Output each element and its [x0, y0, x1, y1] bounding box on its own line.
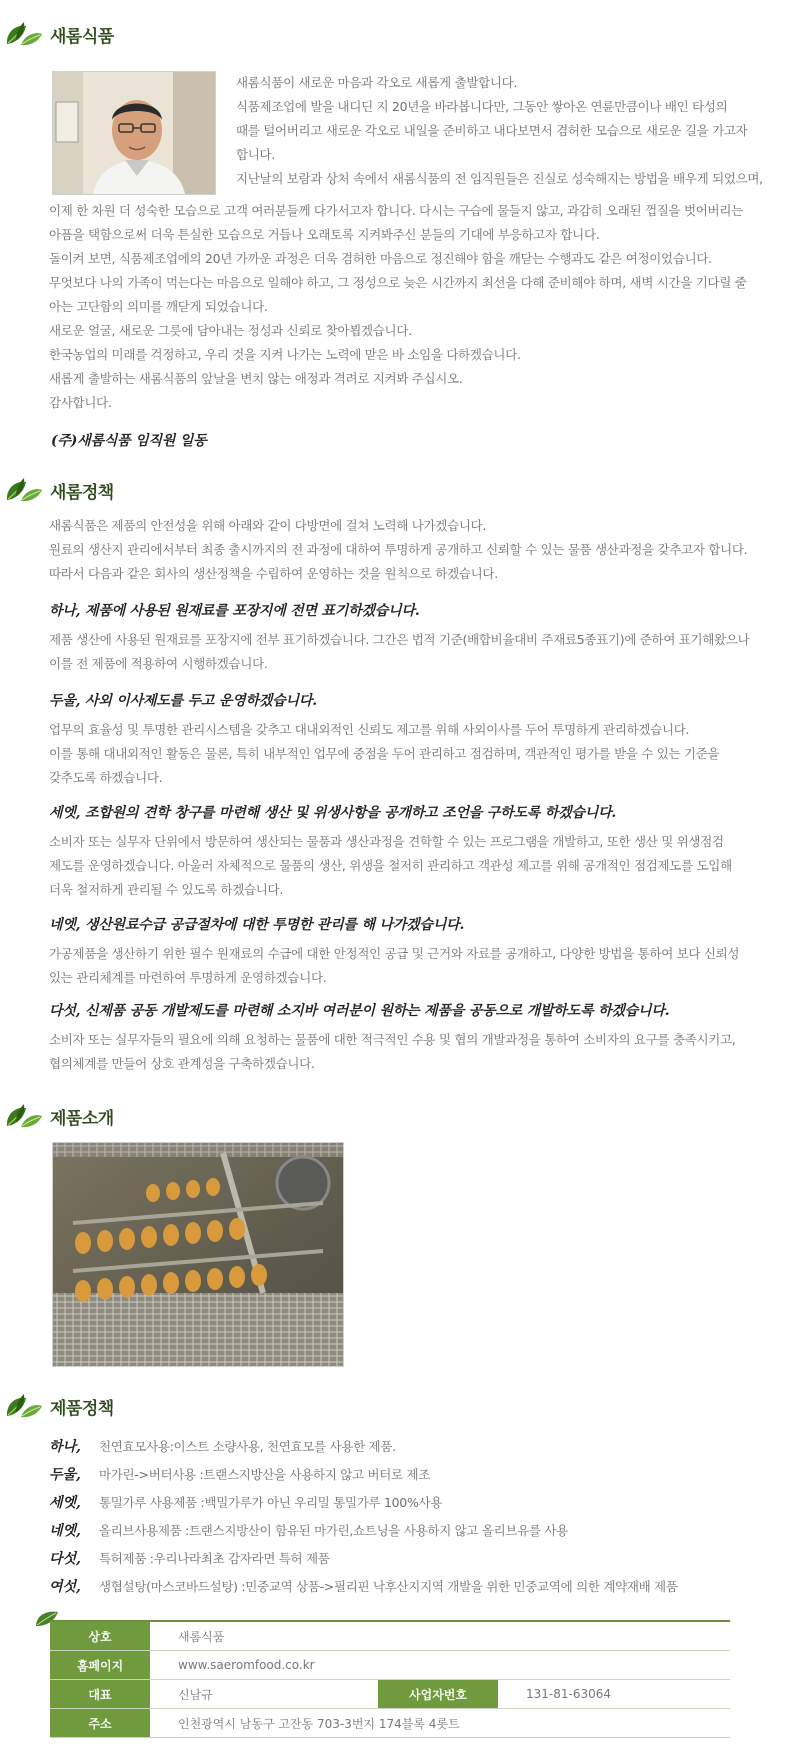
product-photo [52, 1142, 344, 1367]
section-title-product-policy [4, 1390, 114, 1422]
policy-intro-line: 새롬식품은 제품의 안전성을 위해 아래와 같이 다방면에 걸쳐 노력해 나가겠습니다. [49, 518, 487, 533]
greeting-line: 아픔을 택함으로써 더욱 튼실한 모습으로 거듭나 오래토록 지켜봐주신 분들의 기대에 부응하고자 합니다. [49, 227, 600, 242]
ceo-label: 대표 [50, 1680, 150, 1709]
item-text: 마가린->버터사용 :트랜스지방산을 사용하지 않고 버터로 제조 [99, 1467, 431, 1482]
item-number: 두울, [49, 1467, 81, 1483]
leaf-icon [4, 18, 44, 50]
list-item [49, 1572, 678, 1600]
address-value: 인천광역시 남동구 고잔동 703-3번지 174블록 4롯트 [150, 1709, 730, 1738]
leaf-icon [4, 1390, 44, 1422]
policy-item-5 [49, 1000, 779, 1076]
section-heading: 제품정책 [50, 1398, 114, 1419]
greeting-line: 무엇보다 나의 가족이 먹는다는 마음으로 일해야 하고, 그 정성으로 늦은 시간까지 최선을 다해 준비해야 하며, 새벽 시간을 기다릴 줄 [49, 275, 747, 290]
item-text: 올리브사용제품 :트랜스지방산이 함유된 마가린,쇼트닝을 사용하지 않고 올리브유를 사용 [99, 1523, 568, 1538]
greeting-body [49, 199, 779, 415]
bizno-label: 사업자번호 [378, 1680, 498, 1709]
policy-item-1 [49, 600, 779, 676]
table-row [50, 1651, 730, 1680]
greeting-top [236, 71, 779, 191]
item-text: 특허제품 :우리나라최초 감자라면 특허 제품 [99, 1551, 330, 1566]
greeting-line: 감사합니다. [49, 395, 112, 410]
signature: (주)새롬식품 임직원 일동 [51, 433, 207, 449]
policy-line: 갖추도록 하겠습니다. [49, 770, 163, 785]
item-number: 세엣, [49, 1495, 81, 1511]
policy-item-4 [49, 914, 779, 990]
list-item [49, 1516, 678, 1544]
company-value: 새롬식품 [150, 1621, 730, 1651]
company-label: 상호 [50, 1621, 150, 1651]
greeting-line: 새로운 얼굴, 새로운 그릇에 담아내는 정성과 신뢰로 찾아뵙겠습니다. [49, 323, 412, 338]
policy-line: 제도를 운영하겠습니다. 아울러 자체적으로 물품의 생산, 위생을 철저히 관리하고 객관성 제고를 위해 공개적인 점검제도를 도입해 [49, 858, 732, 873]
list-item [49, 1460, 678, 1488]
greeting-line: 아는 고단함의 의미를 깨닫게 되었습니다. [49, 299, 268, 314]
policy-intro-line: 따라서 다음과 같은 회사의 생산정책을 수립하여 운영하는 것을 원칙으로 하겠습니다. [49, 566, 498, 581]
ceo-photo [52, 71, 216, 195]
greeting-line: 합니다. [236, 147, 275, 162]
policy-line: 이를 전 제품에 적용하여 시행하겠습니다. [49, 656, 268, 671]
product-policy-list [49, 1432, 678, 1600]
policy-line: 협의체계를 만들어 상호 관계성을 구축하겠습니다. [49, 1056, 315, 1071]
section-heading: 새롬식품 [50, 26, 114, 47]
homepage-label: 홈페이지 [50, 1651, 150, 1680]
section-title-company [4, 18, 114, 50]
item-number: 네엣, [49, 1523, 81, 1539]
table-row [50, 1709, 730, 1738]
policy-line: 소비자 또는 실무자 단위에서 방문하여 생산되는 물품과 생산과정을 견학할 수 있는 프로그램을 개발하고, 또한 생산 및 위생점검 [49, 834, 724, 849]
table-row [50, 1680, 730, 1709]
item-number: 하나, [49, 1439, 81, 1455]
company-info-table [50, 1620, 730, 1738]
policy-heading: 다섯, 신제품 공동 개발제도를 마련해 소지바 여러분이 원하는 제품을 공동으로 개발하도록 하겠습니다. [49, 1003, 670, 1019]
item-number: 여섯, [49, 1579, 81, 1595]
policy-heading: 세엣, 조합원의 견학 창구를 마련해 생산 및 위생사항을 공개하고 조언을 구하도록 하겠습니다. [49, 805, 617, 821]
policy-heading: 두울, 사외 이사제도를 두고 운영하겠습니다. [49, 693, 317, 709]
item-text: 생협설탕(마스코바드설탕) :민중교역 상품->필리핀 낙후산지지역 개발을 위한 민중교역에 의한 계약재배 제품 [99, 1579, 678, 1594]
policy-item-2 [49, 690, 779, 790]
greeting-line: 한국농업의 미래를 걱정하고, 우리 것을 지켜 나가는 노력에 맏은 바 소임을 다하겠습니다. [49, 347, 521, 362]
greeting-line: 식품제조업에 발을 내디딘 지 20년을 바라봅니다만, 그동안 쌓아온 연륜만큼이나 배인 타성의 [236, 99, 728, 114]
list-item [49, 1432, 678, 1460]
policy-line: 제품 생산에 사용된 원재료를 포장지에 전부 표기하겠습니다. 그간은 법적 기준(배합비율대비 주재료5종표기)에 준하여 표기해왔으나 [49, 632, 750, 647]
section-title-product [4, 1100, 114, 1132]
section-title-policy [4, 474, 114, 506]
policy-line: 업무의 효율성 및 투명한 관리시스템을 갖추고 대내외적인 신뢰도 제고를 위해 사외이사를 두어 투명하게 관리하겠습니다. [49, 722, 690, 737]
item-text: 천연효모사용:이스트 소량사용, 천연효모를 사용한 제품. [99, 1439, 396, 1454]
policy-item-3 [49, 802, 779, 902]
policy-heading: 하나, 제품에 사용된 원재료를 포장지에 전면 표기하겠습니다. [49, 603, 420, 619]
policy-line: 더욱 철저하게 관리될 수 있도록 하겠습니다. [49, 882, 283, 897]
table-row [50, 1621, 730, 1651]
leaf-icon [4, 1100, 44, 1132]
section-heading: 제품소개 [50, 1108, 114, 1129]
greeting-line: 때를 털어버리고 새로운 각오로 내일을 준비하고 내다보면서 겸허한 모습으로 새로운 길을 가고자 [236, 123, 748, 138]
greeting-line: 돌이켜 보면, 식품제조업에의 20년 가까운 과정은 더욱 겸허한 마음으로 정진해야 함을 깨닫는 수행과도 같은 여정이었습니다. [49, 251, 712, 266]
policy-heading: 네엣, 생산원료수급 공급절차에 대한 투명한 관리를 해 나가겠습니다. [49, 917, 465, 933]
policy-intro-line: 원료의 생산지 관리에서부터 최종 출시까지의 전 과정에 대하여 투명하게 공개하고 신뢰할 수 있는 물품 생산과정을 갖추고자 합니다. [49, 542, 748, 557]
policy-line: 소비자 또는 실무자들의 필요에 의해 요청하는 물품에 대한 적극적인 수용 및 협의 개발과정을 통하여 소비자의 요구를 충족시키고, [49, 1032, 736, 1047]
item-number: 다섯, [49, 1551, 81, 1567]
greeting-line: 지난날의 보람과 상처 속에서 새롬식품의 전 임직원들은 진실로 성숙해지는 방법을 배우게 되었으며, [236, 171, 763, 186]
list-item [49, 1488, 678, 1516]
address-label: 주소 [50, 1709, 150, 1738]
list-item [49, 1544, 678, 1572]
homepage-link[interactable]: www.saeromfood.co.kr [150, 1651, 730, 1680]
greeting-line: 새롭게 출발하는 새롬식품의 앞날을 변치 않는 애정과 격려로 지켜봐 주십시오. [49, 371, 463, 386]
section-heading: 새롬정책 [50, 482, 114, 503]
policy-intro [49, 514, 779, 586]
greeting-line: 새롬식품이 새로운 마음과 각오로 새롭게 출발합니다. [236, 75, 518, 90]
policy-line: 이를 통해 대내외적인 활동은 물론, 특히 내부적인 업무에 중점을 두어 관리하고 점검하며, 객관적인 평가를 받을 수 있는 기준을 [49, 746, 720, 761]
greeting-line: 이제 한 차원 더 성숙한 모습으로 고객 여러분들께 다가서고자 합니다. 다시는 구습에 물들지 않고, 과감히 오래된 껍질을 벗어버리는 [49, 203, 743, 218]
ceo-value: 신남규 [150, 1680, 378, 1709]
leaf-icon [4, 474, 44, 506]
item-text: 통밀가루 사용제품 :백밀가루가 아닌 우리밀 통밀가루 100%사용 [99, 1495, 443, 1510]
policy-line: 있는 관리체계를 마련하여 투명하게 운영하겠습니다. [49, 970, 327, 985]
bizno-value: 131-81-63064 [498, 1680, 730, 1709]
policy-line: 가공제품을 생산하기 위한 필수 원재료의 수급에 대한 안정적인 공급 및 근거와 자료를 공개하고, 다양한 방법을 통하여 보다 신뢰성 [49, 946, 740, 961]
